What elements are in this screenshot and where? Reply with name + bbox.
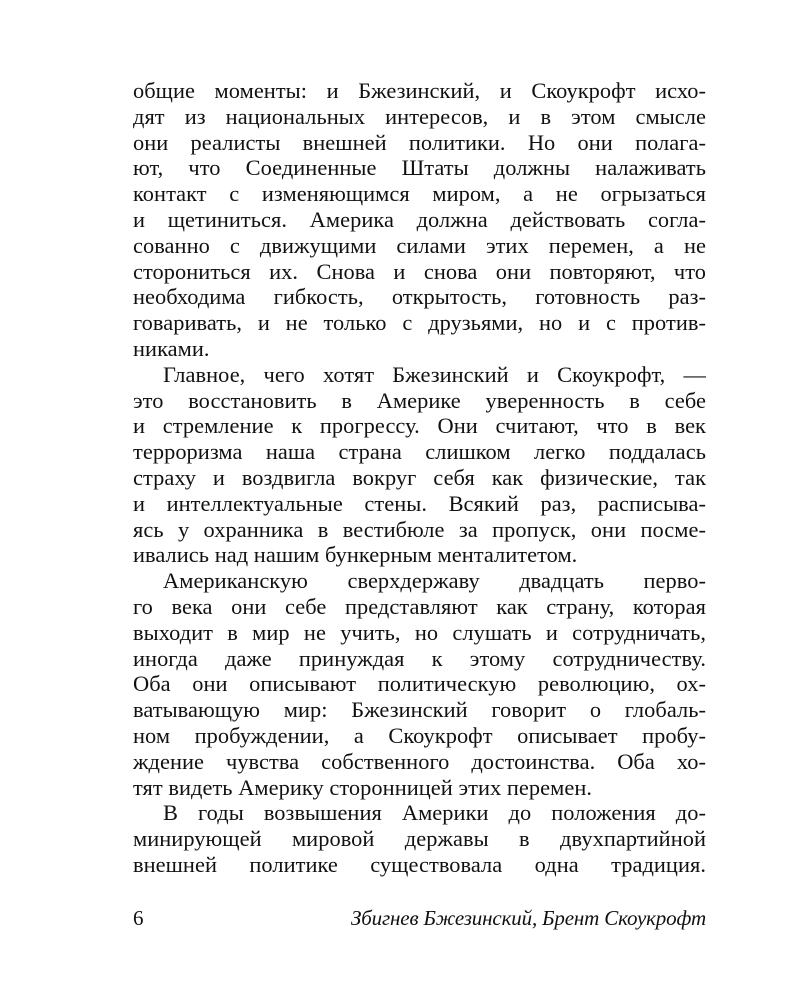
text-line: Оба они описывают политическую революцию, ох-	[133, 671, 706, 697]
text-line: сторониться их. Снова и снова они повторяют, что	[133, 258, 706, 284]
text-line: общие моменты: и Бжезинский, и Скоукрофт исхо-	[133, 78, 706, 103]
page-number: 6	[133, 906, 144, 930]
text-line: они реалисты внешней политики. Но они полага-	[133, 129, 706, 155]
text-line: сованно с движущими силами этих перемен, а не	[133, 232, 706, 258]
paragraph-start-line: Главное, чего хотят Бжезинский и Скоукрофт, —	[163, 361, 706, 387]
paragraph-end-line: тят видеть Америку сторонницей этих перемен.	[133, 774, 593, 800]
text-line: терроризма наша страна слишком легко поддалась	[133, 439, 706, 465]
text-line: ном пробуждении, а Скоукрофт описывает пробу-	[133, 722, 706, 748]
text-line: необходима гибкость, открытость, готовность раз-	[133, 284, 706, 310]
book-page-text	[133, 78, 706, 878]
text-line: контакт с изменяющимся миром, а не огрызаться	[133, 181, 706, 207]
text-line: ясь у охранника в вестибюле за пропуск, они посме-	[133, 516, 706, 542]
text-line: страху и воздвигла вокруг себя как физические, так	[133, 464, 706, 490]
text-line: и интеллектуальные стены. Всякий раз, расписыва-	[133, 490, 706, 516]
text-line: ватывающую мир: Бжезинский говорит о глобаль-	[133, 697, 706, 723]
text-line: и щетиниться. Америка должна действовать согла-	[133, 206, 706, 232]
running-title: Збигнев Бжезинский, Брент Скоукрофт	[350, 906, 706, 930]
text-line: го века они себе представляют как страну, которая	[133, 593, 706, 619]
paragraph-start-line: В годы возвышения Америки до положения до-	[163, 800, 706, 826]
text-line: говаривать, и не только с друзьями, но и с против-	[133, 310, 706, 336]
text-line: дят из национальных интересов, и в этом смысле	[133, 103, 706, 129]
text-line: это восстановить в Америке уверенность в себе	[133, 387, 706, 413]
paragraph-end-line: никами.	[133, 335, 210, 361]
text-line: ют, что Соединенные Штаты должны налаживать	[133, 155, 706, 181]
page-footer	[133, 903, 706, 933]
text-line: минирующей мировой державы в двухпартийной	[133, 826, 706, 852]
paragraph-end-line: ивались над нашим бункерным менталитетом.	[133, 542, 578, 568]
text-line: иногда даже принуждая к этому сотрудничеству.	[133, 645, 706, 671]
text-line: ждение чувства собственного достоинства. Оба хо-	[133, 748, 706, 774]
text-line: и стремление к прогрессу. Они считают, что в век	[133, 413, 706, 439]
body-text	[133, 78, 706, 878]
text-line: внешней политике существовала одна традиция.	[133, 851, 706, 877]
paragraph-start-line: Американскую сверхдержаву двадцать перво-	[163, 568, 706, 594]
text-line: выходит в мир не учить, но слушать и сотрудничать,	[133, 619, 706, 645]
